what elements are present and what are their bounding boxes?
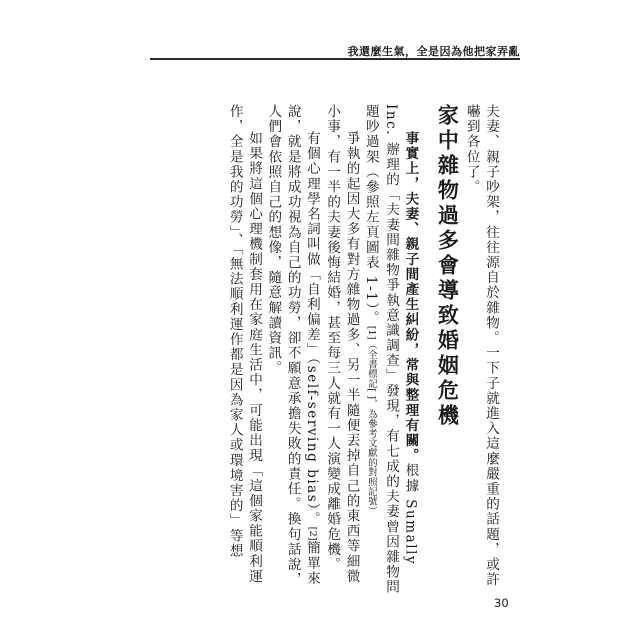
reference-note: [1]（全書標記[ ]，為參考文獻的對照記號） (365, 325, 377, 516)
paragraph-causes: 爭執的起因大多有對方雜物過多、另一半隨便丟掉自己的東西等細微小事，有一半的夫妻後悔結婚，甚至每三人就有一人演變成離婚危機。 (324, 104, 360, 585)
paragraph-bias (263, 104, 322, 599)
body-text-block (165, 104, 500, 599)
reference-note-2: [2] (306, 526, 318, 541)
bias-explanation: 簡單來說，就是將成功視為自己的功勞，卻不願意承擔失敗的責任。換句話說，人們會依照自己的想像，隨意解讀資訊。 (265, 104, 320, 588)
vertical-text-column (165, 104, 500, 599)
paragraph-application: 如果將這個心理機制套用在家庭生活中，可能出現「這個家能順利運作，全是我的功勞」、「無法順利運作都是因為家人或環境害的」等想 (226, 104, 263, 585)
survey-text: 根據 Sumally Inc. 辦理的「夫妻間雜物爭執意識調查」發現，有七成的夫妻曾因雜物問題吵過架（參照左頁圖表 1-1）。 (362, 104, 419, 595)
paragraph-intro: 夫妻、親子吵架，往往源自於雜物。一下子就進入這麼嚴重的話題，或許嚇到各位了。 (463, 104, 499, 588)
emphasis-text: 事實上，夫妻、親子間產生糾紛，常與整理有關。 (402, 131, 419, 464)
running-header: 我還麼生氣，全是因為他把家弄亂 (347, 45, 520, 58)
page-number: 30 (494, 596, 509, 610)
section-heading: 家中雜物過多會導致婚姻危機 (435, 104, 460, 429)
header-divider (150, 58, 520, 60)
bias-text: 有個心理學名詞叫做「自利偏差」（self-serving bias）。 (303, 131, 320, 527)
paragraph-survey (361, 104, 420, 599)
